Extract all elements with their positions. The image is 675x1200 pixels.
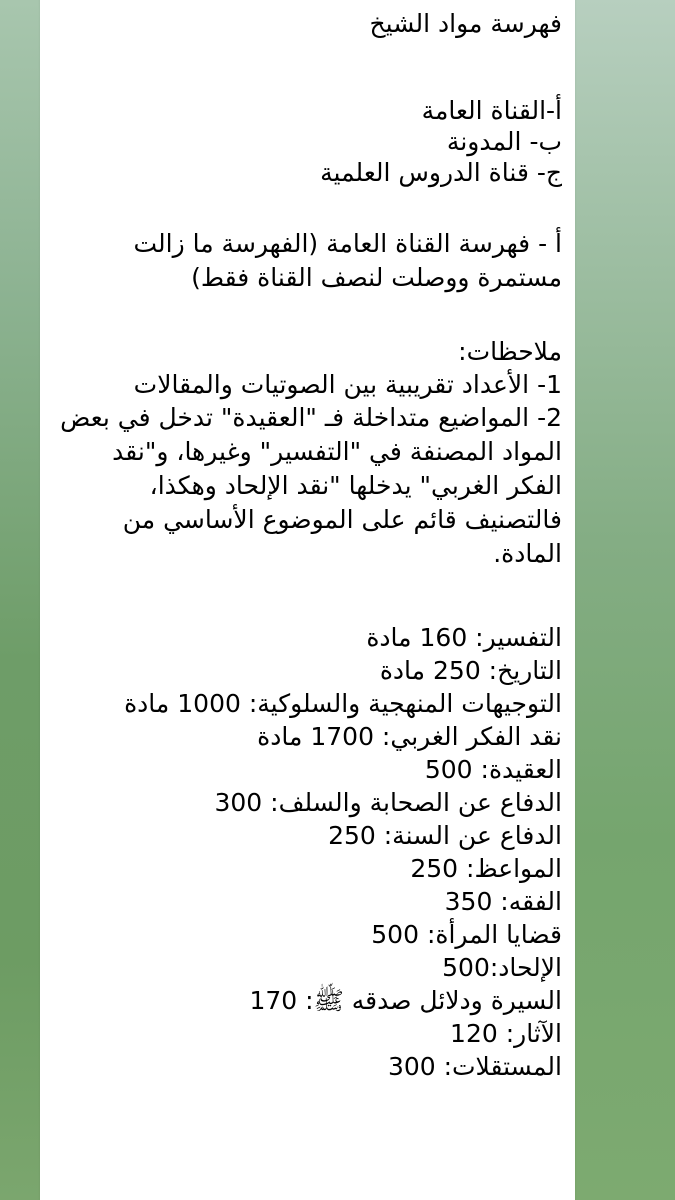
message-title: فهرسة مواد الشيخ bbox=[369, 9, 562, 38]
section-item: ب- المدونة bbox=[446, 127, 562, 156]
count-item: الدفاع عن الصحابة والسلف: 300 bbox=[214, 788, 562, 817]
count-item: الدفاع عن السنة: 250 bbox=[328, 821, 562, 850]
note-item: 1- الأعداد تقريبية بين الصوتيات والمقالات bbox=[133, 370, 562, 399]
count-item: المواعظ: 250 bbox=[410, 854, 562, 883]
count-item: المستقلات: 300 bbox=[387, 1052, 562, 1081]
chat-wallpaper-left bbox=[0, 0, 40, 1200]
section-item: أ-القناة العامة bbox=[421, 96, 562, 125]
count-item: التفسير: 160 مادة bbox=[366, 623, 562, 652]
note-item: 2- المواضيع متداخلة فـ "العقيدة" تدخل في بعض المواد المصنفة في "التفسير" وغيرها، و"نقد الفكر الغربي" يدخلها "نقد الإلحاد وهكذا، فالتصنيف قائم على الموضوع الأساسي من المادة. bbox=[60, 403, 562, 568]
count-item: الفقه: 350 bbox=[444, 887, 562, 916]
count-item: نقد الفكر الغربي: 1700 مادة bbox=[257, 722, 562, 751]
count-item: الآثار: 120 bbox=[450, 1019, 562, 1048]
count-item: التاريخ: 250 مادة bbox=[379, 656, 562, 685]
notes-heading: ملاحظات: bbox=[458, 337, 562, 366]
count-item: الإلحاد:500 bbox=[442, 953, 562, 982]
chat-wallpaper-right bbox=[575, 0, 675, 1200]
count-item: التوجيهات المنهجية والسلوكية: 1000 مادة bbox=[124, 689, 562, 718]
count-item: العقيدة: 500 bbox=[424, 755, 562, 784]
section-a-intro: أ - فهرسة القناة العامة (الفهرسة ما زالت مستمرة ووصلت لنصف القناة فقط) bbox=[133, 229, 562, 292]
count-item: قضايا المرأة: 500 bbox=[371, 920, 562, 949]
message-text bbox=[52, 0, 562, 1083]
section-item: ج- قناة الدروس العلمية bbox=[320, 158, 562, 187]
count-item: السيرة ودلائل صدقه ﷺ: 170 bbox=[249, 986, 562, 1015]
